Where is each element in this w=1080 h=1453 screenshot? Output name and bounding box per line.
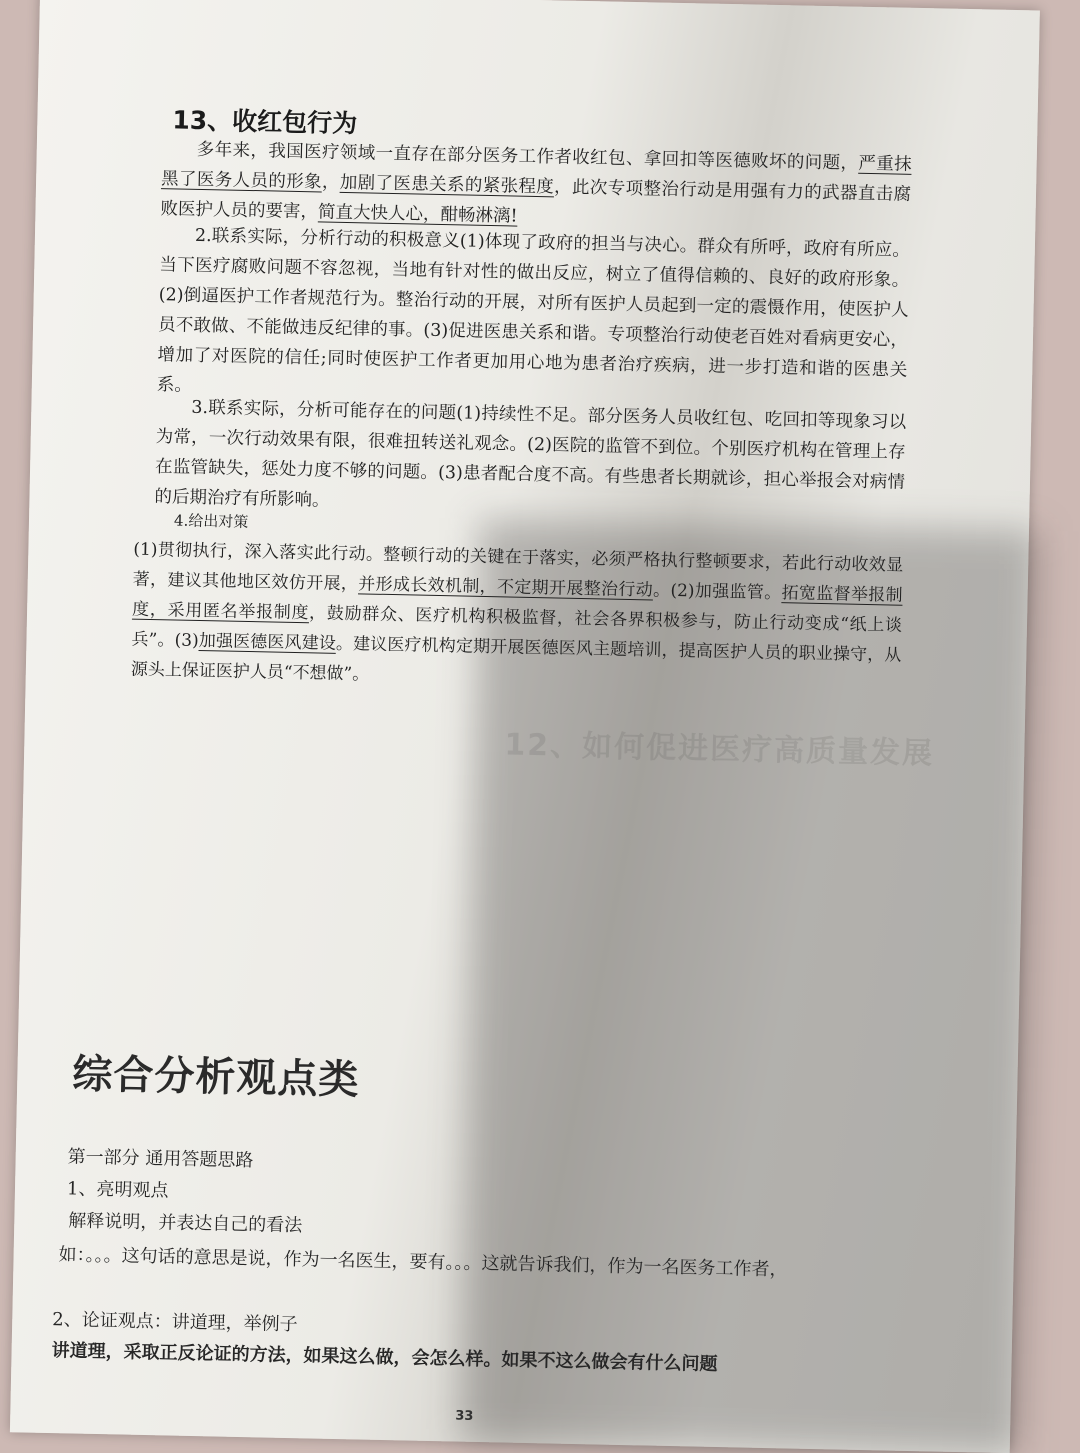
step-1-example: 如：。。。这句话的意思是说，作为一名医生，要有。。。这就告诉我们，作为一名医务工作者， xyxy=(58,1244,788,1281)
point4-underline-2: 拓宽监督举报制度，采用匿名举报制度 xyxy=(131,583,903,624)
document-page xyxy=(10,0,1040,1453)
bleed-through-title: 12、如何促进医疗高质量发展 xyxy=(504,727,935,772)
point-2-paragraph: 2.联系实际，分析行动的积极意义(1)体现了政府的担当与决心。群众有所呼，政府有所应。当下医疗腐败问题不容忽视，当地有针对性的做出反应，树立了值得信赖的、良好的政府形象。(2)倒逼医护工作者规范行为。整治行动的开展，对所有医护人员起到一定的震慑作用，使医护人员不敢做、不能做违反纪律的事。(3)促进医患关系和谐。专项整治行动使老百姓对看病更安心，增加了对医院的信任;同时使医护工作者更加用心地为患者治疗疾病，进一步打造和谐的医患关系。 xyxy=(156,225,911,396)
part-heading: 第一部分 通用答题思路 xyxy=(67,1146,254,1172)
point-3-paragraph: 3.联系实际，分析可能存在的问题(1)持续性不足。部分医务人员收红包、吃回扣等现象习以为常，一次行动效果有限，很难扭转送礼观念。(2)医院的监管不到位。个别医疗机构在管理上存在监管缺失，惩处力度不够的问题。(3)患者配合度不高。有些患者长期就诊，担心举报会对病情的后期治疗有所影响。 xyxy=(154,397,907,511)
point4-text-4: 。建议医疗机构定期开展医德医风主题培训，提高医护人员的职业操守，从源头上保证医护人员“不想做”。 xyxy=(130,633,902,685)
point4-underline-1: 并形成长效机制，不定期开展整治行动 xyxy=(358,574,654,601)
intro-text-2: ， xyxy=(321,172,341,193)
intro-text-1: 多年来，我国医疗领域一直存在部分医务工作者收红包、拿回扣等医德败坏的问题， xyxy=(196,139,859,174)
step-1-description: 解释说明，并表达自己的看法 xyxy=(68,1210,303,1237)
intro-underline-1: 严重抹黑了医务人员的形象 xyxy=(160,153,912,193)
point4-text-1: (1)贯彻执行，深入落实此行动。整顿行动的关键在于落实，必须严格执行整顿要求，若此行动收效显著，建议其他地区效仿开展， xyxy=(132,539,904,595)
intro-text-3: ，此次专项整治行动是用强有力的武器直击腐败医护人员的要害， xyxy=(160,177,912,223)
step-2-heading: 2、论证观点：讲道理，举例子 xyxy=(52,1309,298,1336)
point4-underline-3: 加强医德医风建设 xyxy=(198,630,337,654)
category-title: 综合分析观点类 xyxy=(71,1051,360,1104)
intro-underline-3: 简直大快人心，酣畅淋漓! xyxy=(317,202,518,227)
page-number: 33 xyxy=(455,1408,474,1424)
step-1-heading: 1、亮明观点 xyxy=(66,1178,169,1202)
page-content xyxy=(10,0,1040,1453)
point-4-heading: 4.给出对策 xyxy=(173,511,249,532)
point-4-paragraph xyxy=(131,535,904,701)
step-2-description: 讲道理，采取正反论证的方法，如果这么做，会怎么样。如果不这么做会有什么问题 xyxy=(51,1340,718,1376)
point4-text-2: 。(2)加强监管。 xyxy=(652,580,782,604)
point4-text-3: ，鼓励群众、医疗机构积极监督，社会各界积极参与，防止行动变成“纸上谈兵”。(3) xyxy=(131,603,903,651)
intro-underline-2: 加剧了医患关系的紧张程度 xyxy=(339,172,555,198)
section-title: 13、收红包行为 xyxy=(172,105,358,139)
